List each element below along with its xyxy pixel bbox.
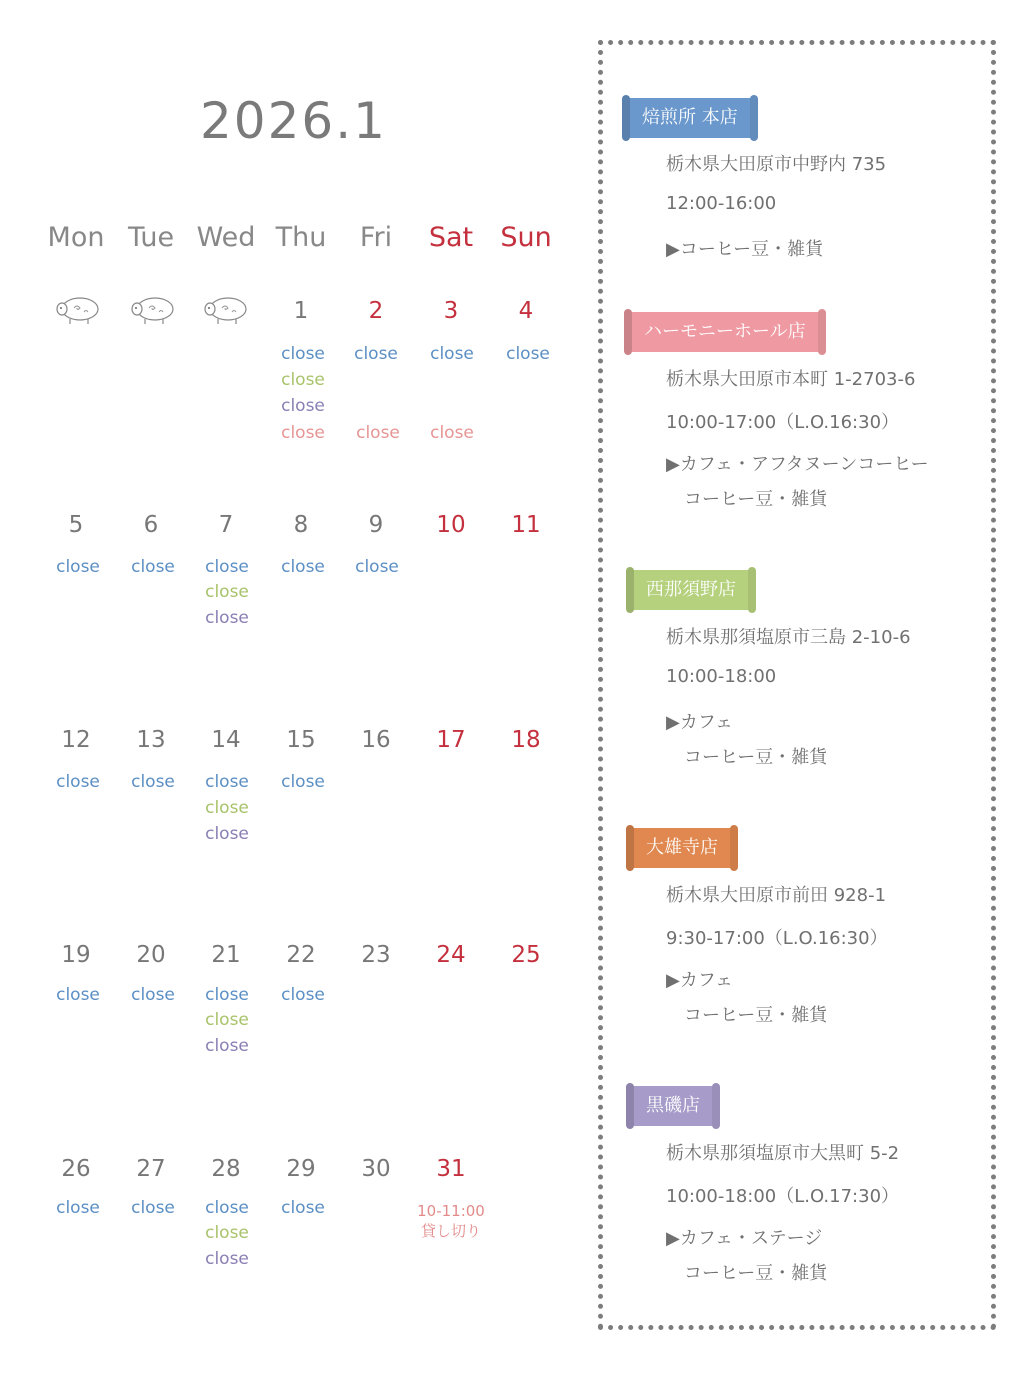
store-services: コーヒー豆・雑貨 xyxy=(666,1263,828,1284)
status-close: close xyxy=(56,557,100,577)
day-17: 17 xyxy=(436,727,466,753)
store-address: 栃木県大田原市本町 1-2703-6 xyxy=(666,369,916,390)
status-close: close xyxy=(131,557,175,577)
store-services: コーヒー豆・雑貨 xyxy=(666,489,828,510)
store-services: ▶コーヒー豆・雑貨 xyxy=(666,239,824,260)
day-5: 5 xyxy=(68,512,84,538)
day-26: 26 xyxy=(61,1156,91,1182)
status-close: close xyxy=(131,772,175,792)
day-14: 14 xyxy=(211,727,241,753)
store-services: ▶カフェ xyxy=(666,712,733,733)
store-services: ▶カフェ・ステージ xyxy=(666,1228,823,1249)
store-services: ▶カフェ・アフタヌーンコーヒー xyxy=(666,454,929,475)
weekday-thu: Thu xyxy=(275,222,327,253)
day-4: 4 xyxy=(518,298,534,324)
status-close: close xyxy=(281,1198,325,1218)
status-close: close xyxy=(281,772,325,792)
day-27: 27 xyxy=(136,1156,166,1182)
store-hours: 12:00-16:00 xyxy=(666,193,777,214)
day-24: 24 xyxy=(436,942,466,968)
store-tag-nishinasuno: 西那須野店 xyxy=(630,570,752,610)
store-address: 栃木県大田原市中野内 735 xyxy=(666,154,887,175)
weekday-tue: Tue xyxy=(127,222,175,253)
sheep-icon xyxy=(202,294,250,326)
day-1: 1 xyxy=(293,298,309,324)
status-close: close xyxy=(205,1036,249,1056)
status-close: close xyxy=(430,344,474,364)
day-31: 31 xyxy=(436,1156,466,1182)
weekday-fri: Fri xyxy=(359,222,393,253)
store-hours: 9:30-17:00（L.O.16:30） xyxy=(666,928,888,949)
day-30: 30 xyxy=(361,1156,391,1182)
status-close: close xyxy=(281,396,325,416)
status-close: close xyxy=(56,772,100,792)
day-21: 21 xyxy=(211,942,241,968)
day-29: 29 xyxy=(286,1156,316,1182)
status-close: close xyxy=(205,557,249,577)
day-11: 11 xyxy=(511,512,541,538)
status-close: close xyxy=(281,423,325,443)
store-services: コーヒー豆・雑貨 xyxy=(666,1005,828,1026)
status-close: close xyxy=(205,798,249,818)
store-services: コーヒー豆・雑貨 xyxy=(666,747,828,768)
status-close: close xyxy=(354,344,398,364)
day-8: 8 xyxy=(293,512,309,538)
day-25: 25 xyxy=(511,942,541,968)
status-close: close xyxy=(430,423,474,443)
status-close: close xyxy=(205,582,249,602)
calendar-title: 2026.1 xyxy=(200,92,387,150)
day-22: 22 xyxy=(286,942,316,968)
day-23: 23 xyxy=(361,942,391,968)
status-close: close xyxy=(281,370,325,390)
day-18: 18 xyxy=(511,727,541,753)
sheep-icon xyxy=(129,294,177,326)
status-close: close xyxy=(205,824,249,844)
status-close: close xyxy=(205,1249,249,1269)
status-close: close xyxy=(205,608,249,628)
weekday-mon: Mon xyxy=(47,222,105,253)
store-hours: 10:00-18:00 xyxy=(666,666,777,687)
store-hours: 10:00-17:00（L.O.16:30） xyxy=(666,412,900,433)
store-tag-harmony-hall: ハーモニーホール店 xyxy=(628,312,822,352)
day-7: 7 xyxy=(218,512,234,538)
status-close: close xyxy=(56,985,100,1005)
status-close: close xyxy=(131,1198,175,1218)
status-close: close xyxy=(131,985,175,1005)
day-28: 28 xyxy=(211,1156,241,1182)
weekday-sun: Sun xyxy=(500,222,552,253)
store-tag-honten: 焙煎所 本店 xyxy=(626,98,754,138)
day-12: 12 xyxy=(61,727,91,753)
day-6: 6 xyxy=(143,512,159,538)
status-close: close xyxy=(281,344,325,364)
weekday-wed: Wed xyxy=(196,222,256,253)
store-tag-daiouji: 大雄寺店 xyxy=(630,828,734,868)
status-close: close xyxy=(355,557,399,577)
sheep-icon xyxy=(54,294,102,326)
status-close: close xyxy=(281,985,325,1005)
day-19: 19 xyxy=(61,942,91,968)
status-close: close xyxy=(356,423,400,443)
store-address: 栃木県大田原市前田 928-1 xyxy=(666,885,887,906)
status-close: close xyxy=(205,1198,249,1218)
day-3: 3 xyxy=(443,298,459,324)
status-close: close xyxy=(56,1198,100,1218)
status-close: close xyxy=(205,1223,249,1243)
day-9: 9 xyxy=(368,512,384,538)
day-2: 2 xyxy=(368,298,384,324)
day-15: 15 xyxy=(286,727,316,753)
store-services: ▶カフェ xyxy=(666,970,733,991)
status-close: close xyxy=(506,344,550,364)
status-close: close xyxy=(205,772,249,792)
reservation-time: 10-11:00 xyxy=(417,1202,485,1220)
day-10: 10 xyxy=(436,512,466,538)
store-address: 栃木県那須塩原市三島 2-10-6 xyxy=(666,627,911,648)
status-close: close xyxy=(281,557,325,577)
store-info-panel xyxy=(598,40,996,1330)
day-13: 13 xyxy=(136,727,166,753)
store-address: 栃木県那須塩原市大黒町 5-2 xyxy=(666,1143,900,1164)
reservation-note: 貸し切り xyxy=(420,1222,481,1240)
day-20: 20 xyxy=(136,942,166,968)
day-16: 16 xyxy=(361,727,391,753)
status-close: close xyxy=(205,1010,249,1030)
store-hours: 10:00-18:00（L.O.17:30） xyxy=(666,1186,900,1207)
status-close: close xyxy=(205,985,249,1005)
weekday-sat: Sat xyxy=(428,222,474,253)
store-tag-kuroiso: 黒磯店 xyxy=(630,1086,716,1126)
